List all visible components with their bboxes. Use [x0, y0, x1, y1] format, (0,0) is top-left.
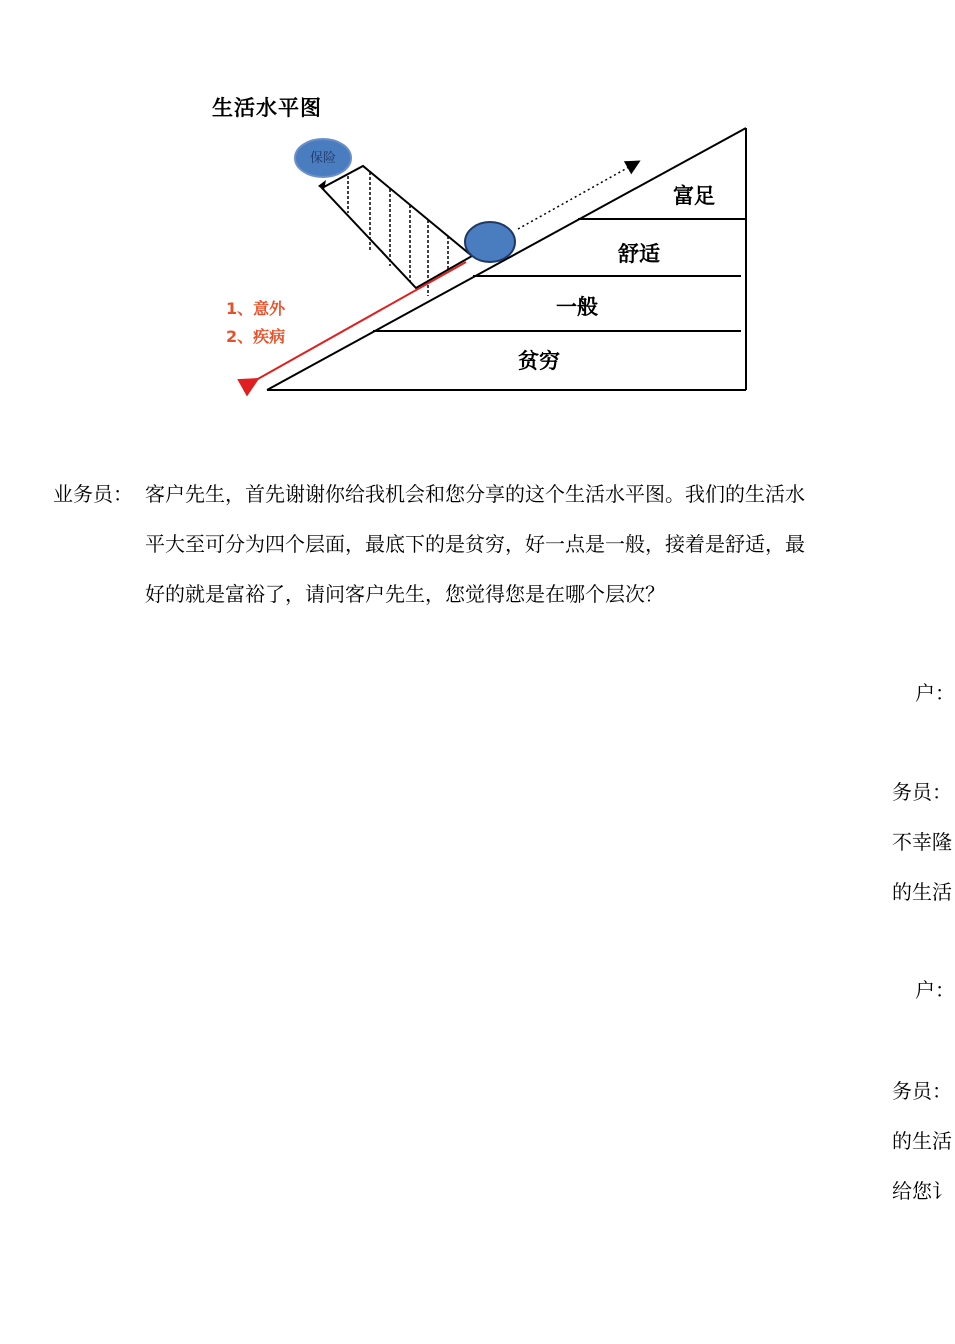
risk-label-illness: 2、疾病 [226, 327, 286, 346]
figure-title: 生活水平图 [212, 96, 322, 120]
insurance-shield [322, 166, 472, 296]
fragment: 务员： [892, 780, 952, 804]
dialogue-line-1: 客户先生，首先谢谢你给我机会和您分享的这个生活水平图。我们的生活水 [145, 482, 805, 506]
risk-arrow [256, 262, 466, 380]
dialogue-line-3: 好的就是富裕了，请问客户先生，您觉得您是在哪个层次？ [145, 582, 665, 606]
living-standard-diagram [0, 0, 950, 420]
fragment: 给您讠 [892, 1179, 952, 1203]
insurance-label: 保险 [309, 151, 336, 166]
fragment: 户： [915, 978, 955, 1002]
tier-label-poor: 贫穷 [518, 349, 560, 373]
tier-label-comfortable: 舒适 [618, 242, 660, 266]
fragment: 的生活 [892, 880, 952, 904]
fragment: 不幸隆 [892, 830, 952, 854]
tier-label-rich: 富足 [673, 184, 715, 208]
ball-icon [465, 222, 515, 262]
fragment: 户： [915, 681, 955, 705]
tier-label-average: 一般 [556, 295, 598, 319]
risk-label-accident: 1、意外 [226, 299, 286, 318]
fragment: 的生活 [892, 1129, 952, 1153]
dialogue-line-2: 平大至可分为四个层面，最底下的是贫穷，好一点是一般，接着是舒适，最 [145, 532, 805, 556]
speaker-label: 业务员： [53, 482, 133, 506]
fragment: 务员： [892, 1079, 952, 1103]
